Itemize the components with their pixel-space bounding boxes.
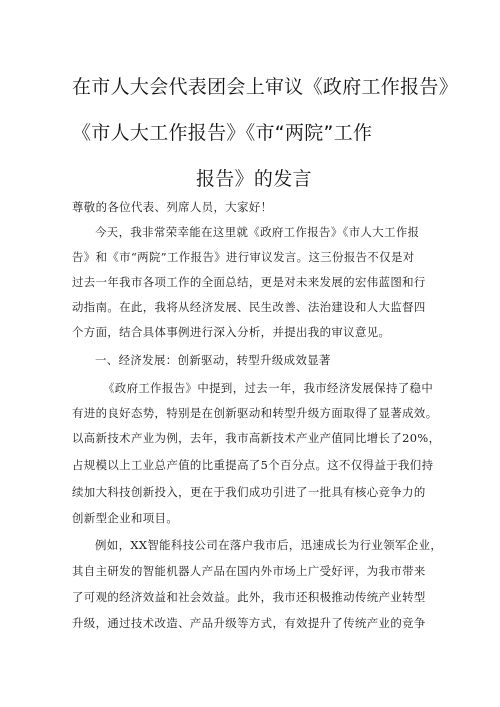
body-line: 动指南。在此，我将从经济发展、民生改善、法治建设和人大监督四 [72, 300, 426, 314]
title-line-1: 在市人大会代表团会上审议《政府工作报告》 [72, 76, 459, 98]
body-line: 今天，我非常荣幸能在这里就《政府工作报告》《市人大工作报 [95, 225, 420, 239]
title-line-2: 《市人大工作报告》《市“两院”工作 [72, 122, 373, 144]
body-line: 以高新技术产业为例，去年，我市高新技术产业产值同比增长了20%， [72, 431, 441, 445]
body-line: 创新型企业和项目。 [72, 511, 179, 525]
body-line: 个方面，结合具体事例进行深入分析，并提出我的审议意见。 [72, 325, 391, 339]
body-line: 了可观的经济效益和社会效益。此外，我市还积极推动传统产业转型 [72, 590, 426, 604]
body-line: 《政府工作报告》中提到，过去一年，我市经济发展保持了稳中 [103, 381, 434, 395]
body-line: 有进的良好态势，特别是在创新驱动和转型升级方面取得了显著成效。 [72, 406, 438, 420]
title-line-3: 报告》的发言 [196, 168, 312, 190]
body-line: 例如，XX智能科技公司在落户我市后，迅速成长为行业领军企业， [95, 538, 443, 552]
salutation: 尊敬的各位代表、列席人员，大家好！ [72, 200, 273, 214]
section-heading: 一、经济发展：创新驱动，转型升级成效显著 [95, 353, 331, 367]
body-line: 续加大科技创新投入，更在于我们成功引进了一批具有核心竞争力的 [72, 485, 426, 499]
body-line: 告》和《市“两院”工作报告》进行审议发言。这三份报告不仅是对 [72, 250, 415, 264]
body-line: 其自主研发的智能机器人产品在国内外市场上广受好评，为我市带来 [72, 564, 426, 578]
body-line: 占规模以上工业总产值的比重提高了5个百分点。这不仅得益于我们持 [72, 458, 434, 472]
body-line: 升级，通过技术改造、产品升级等方式，有效提升了传统产业的竞争 [72, 616, 426, 630]
body-line: 过去一年我市各项工作的全面总结，更是对未来发展的宏伟蓝图和行 [72, 275, 426, 289]
